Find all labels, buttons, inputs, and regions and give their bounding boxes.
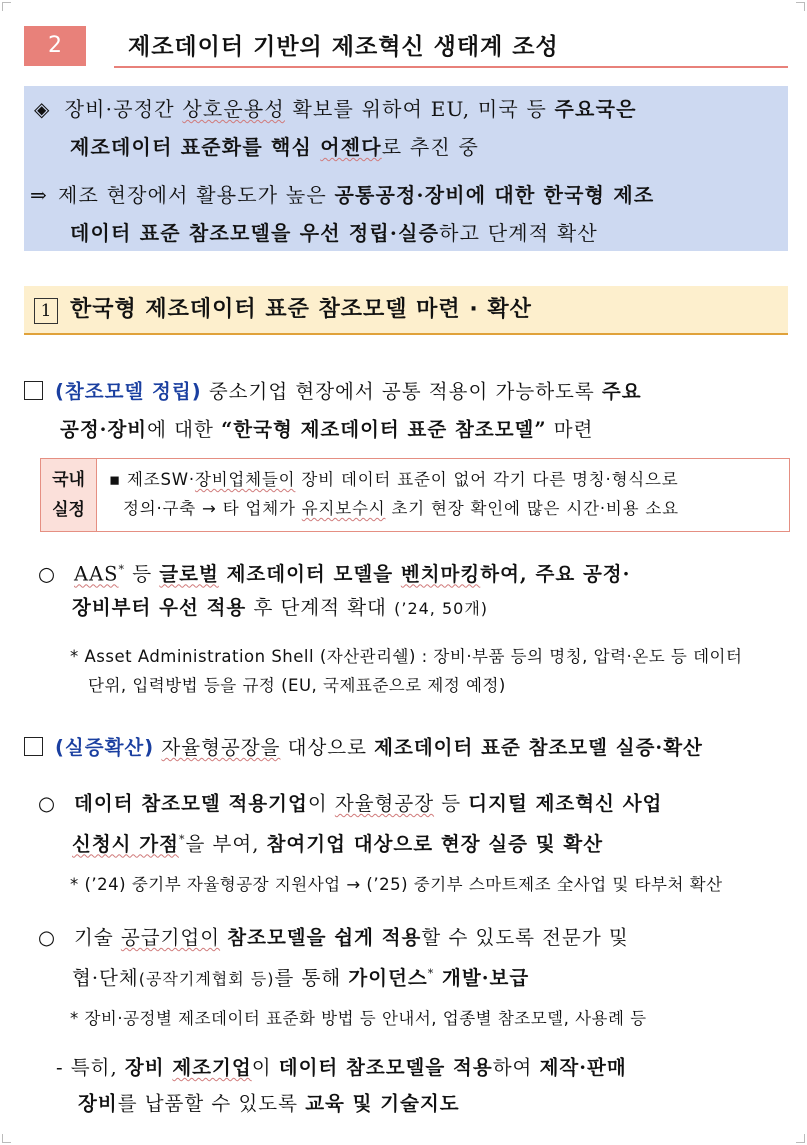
dash-bullet-icon: -: [56, 1056, 64, 1079]
bullet-adoption-line-1: ○ 데이터 참조모델 적용기업이 자율형공장 등 디지털 제조혁신 사업: [38, 792, 663, 815]
bullet-supplier-line-2: 협·단체(공작기계협회 등)를 통해 가이던스* 개발·보급: [72, 966, 530, 990]
bullet-supplier-line-1: ○ 기술 공급기업이 참조모델을 쉽게 적용할 수 있도록 전문가 및: [38, 926, 629, 949]
note-aas-line-2: 단위, 입력방법 등을 규정 (EU, 국제표준으로 제정 예정): [88, 676, 506, 695]
summary-line-3: ⇒ 제조 현장에서 활용도가 높은 공통공정·장비에 대한 한국형 제조: [30, 183, 655, 207]
chapter-title: 제조데이터 기반의 제조혁신 생태계 조성: [114, 28, 788, 68]
bullet-adoption-line-2: 신청시 가점*을 부여, 참여기업 대상으로 현장 실증 및 확산: [72, 832, 604, 856]
summary-line-1: ◈ 장비·공정간 상호운용성 확보를 위하여 EU, 미국 등 주요국은: [34, 97, 637, 121]
chapter-number-badge: 2: [24, 26, 86, 66]
corner-mark-bottom-left: [2, 1134, 11, 1143]
domestic-text-line-1: ▪ 제조SW·장비업체들이 장비 데이터 표준이 없어 각기 다른 명칭·형식으로: [109, 470, 679, 489]
domestic-text-line-2: 정의·구축 → 타 업체가 유지보수시 초기 현장 확인에 많은 시간·비용 소요: [123, 499, 679, 518]
circle-bullet-icon: ○: [38, 562, 57, 586]
item-reference-model-line-1: (참조모델 정립) 중소기업 현장에서 공통 적용이 가능하도록 주요: [24, 376, 642, 408]
chapter-header: [24, 22, 788, 70]
note-aas-line-1: * Asset Administration Shell (자산관리쉘) : 장비·부품 등의 명칭, 압력·온도 등 데이터: [70, 647, 743, 666]
domestic-situation-box: [40, 458, 790, 532]
corner-mark-top-left: [2, 2, 11, 11]
bullet-aas-line-1: ○ AAS* 등 글로벌 제조데이터 모델을 벤치마킹하여, 주요 공정·: [38, 562, 631, 586]
circle-bullet-icon: ○: [38, 926, 57, 949]
checkbox-icon: [24, 737, 43, 756]
arrow-icon: ⇒: [30, 183, 48, 207]
diamond-icon: ◈: [34, 97, 51, 121]
domestic-situation-label: 국내 실정: [41, 459, 97, 531]
section-title: 한국형 제조데이터 표준 참조모델 마련 · 확산: [70, 297, 532, 322]
section-header: [24, 286, 788, 335]
item-demonstration-line: (실증확산) 자율형공장을 대상으로 제조데이터 표준 참조모델 실증·확산: [24, 732, 703, 764]
item-reference-model-line-2: 공정·장비에 대한 “한국형 제조데이터 표준 참조모델” 마련: [60, 418, 594, 441]
note-guidance: * 장비·공정별 제조데이터 표준화 방법 등 안내서, 업종별 참조모델, 사용례 등: [70, 1009, 647, 1028]
corner-mark-bottom-right: [796, 1134, 805, 1143]
summary-box: [24, 86, 788, 251]
item-tag: (참조모델 정립): [55, 380, 202, 403]
section-number: 1: [34, 298, 58, 324]
corner-mark-top-right: [796, 2, 805, 11]
note-adoption: * (’24) 중기부 자율형공장 지원사업 → (’25) 중기부 스마트제조 全사업 및 타부처 확산: [70, 875, 723, 894]
summary-line-4: 데이터 표준 참조모델을 우선 정립·실증하고 단계적 확산: [70, 221, 598, 245]
dash-training-line-2: 장비를 납품할 수 있도록 교육 및 기술지도: [78, 1092, 460, 1115]
dash-training-line-1: - 특히, 장비 제조기업이 데이터 참조모델을 적용하여 제작·판매: [56, 1056, 627, 1079]
summary-line-2: 제조데이터 표준화를 핵심 어젠다로 추진 중: [70, 135, 479, 159]
bullet-aas-line-2: 장비부터 우선 적용 후 단계적 확대 (’24, 50개): [72, 596, 489, 619]
item-tag: (실증확산): [55, 736, 155, 759]
circle-bullet-icon: ○: [38, 792, 57, 815]
checkbox-icon: [24, 381, 43, 400]
